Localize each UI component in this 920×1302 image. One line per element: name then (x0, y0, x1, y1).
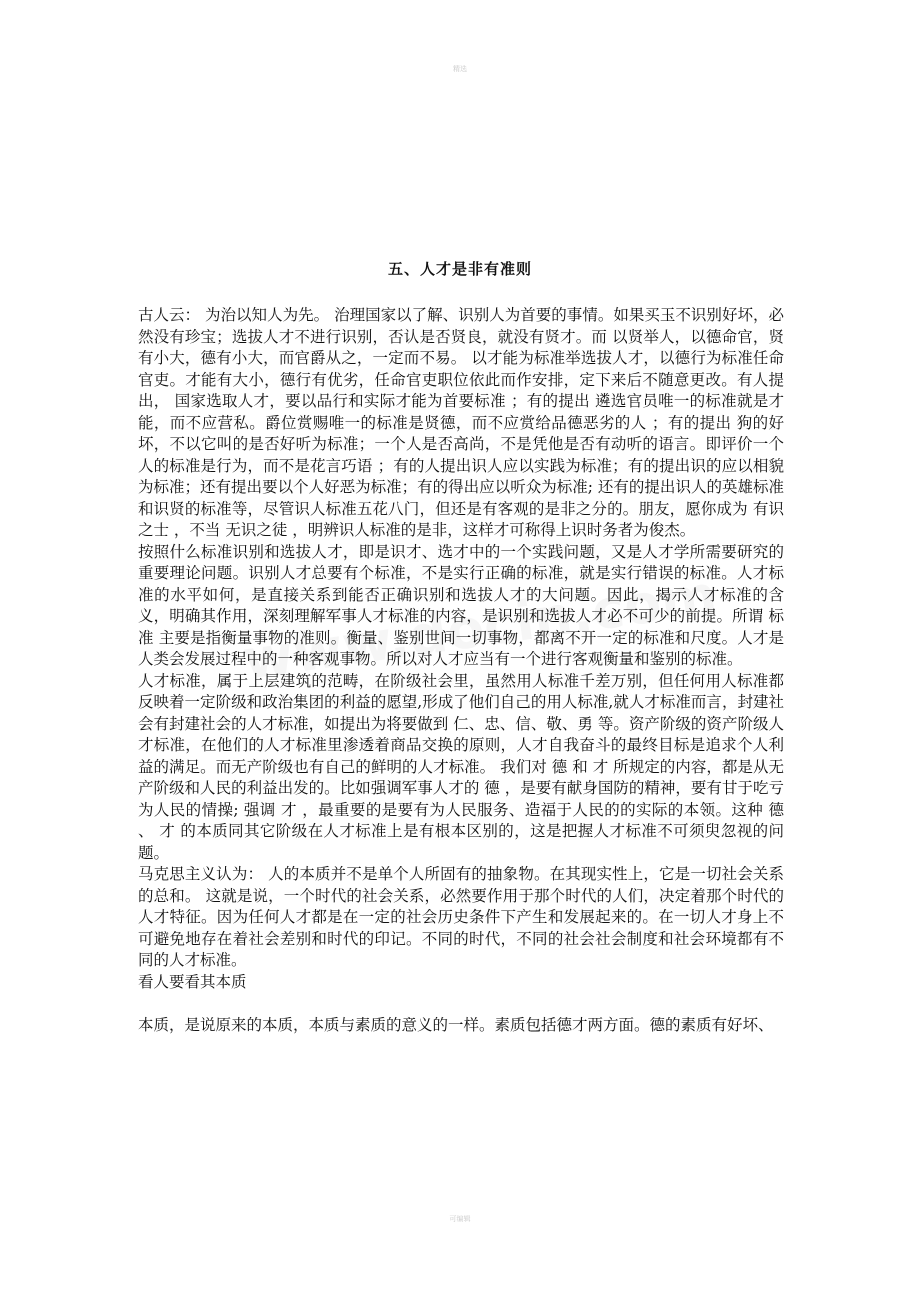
blank-line (138, 993, 784, 1015)
header-note: 精选 (453, 65, 467, 73)
document-body (138, 305, 784, 1036)
footer-note: 可编辑 (449, 1215, 471, 1223)
paragraph-1: 古人云： 为治以知人为先。 治理国家以了解、识别人为首要的事情。如果买玉不识别好坏，必然没有珍宝；选拔人才不进行识别，否认是否贤良，就没有贤才。而 以贤举人，以德命官，贤有小大，德有小大，而官爵从之，一定而不易。 以才能为标准举选拔人才，以德行为标准任命官吏。才能有大小，德行有优劣，任命官吏职位依此而作安排，定下来后不随意更改。有人提出， 国家选取人才，要以品行和实际才能为首要标准 ；有的提出 遴选官员唯一的标准就是才能，而不应营私。爵位赏赐唯一的标准是贤德，而不应赏给品德恶劣的人 ；有的提出 狗的好坏，不以它叫的是否好听为标准；一个人是否高尚，不是凭他是否有动听的语言。即评价一个人的标准是行为，而不是花言巧语 ；有的人提出识人应以实践为标准；有的提出识的应以相貌为标准；还有提出要以个人好恶为标准；有的得出应以听众为标准; 还有的提出识人的英雄标准和识贤的标准等，尽管识人标准五花八门，但还是有客观的是非之分的。朋友，愿你成为 有识之士 ，不当 无识之徒 ，明辨识人标准的是非，这样才可称得上识时务者为俊杰。 (138, 306, 784, 539)
section-heading: 看人要看其本质 (138, 972, 247, 991)
document-title: 五、人才是非有准则 (387, 260, 532, 278)
paragraph-3: 人才标准，属于上层建筑的范畴，在阶级社会里，虽然用人标准千差万别，但任何用人标准都反映着一定阶级和政治集团的利益的愿望,形成了他们自己的用人标准,就人才标准而言，封建社会有封建社会的人才标准，如提出为将要做到 仁、忠、信、敬、勇 等。资产阶级的资产阶级人才标准，在他们的人才标准里渗透着商品交换的原则，人才自我奋斗的最终目标是追求个人利益的满足。而无产阶级也有自己的鲜明的人才标准。 我们对 德 和 才 所规定的内容，都是从无产阶级和人民的利益出发的。比如强调军事人才的 德 ，是要有献身国防的精神，要有甘于吃亏为人民的情操; 强调 才 ，最重要的是要有为人民服务、造福于人民的的实际的本领。这种 德 、 才 的本质同其它阶级在人才标准上是有根本区别的，这是把握人才标准不可须臾忽视的问题。 (138, 671, 784, 862)
paragraph-2: 按照什么标准识别和选拔人才，即是识才、选才中的一个实践问题，又是人才学所需要研究的重要理论问题。识别人才总要有个标准，不是实行正确的标准，就是实行错误的标准。人才标准的水平如何，是直接关系到能否正确识别和选拔人才的大问题。因此，揭示人才标准的含义，明确其作用，深刻理解军事人才标准的内容，是识别和选拔人才必不可少的前提。所谓 标准 主要是指衡量事物的准则。衡量、鉴别世间一切事物，都离不开一定的标准和尺度。人才是人类会发展过程中的一种客观事物。所以对人才应当有一个进行客观衡量和鉴别的标准。 (138, 542, 784, 668)
paragraph-5: 本质，是说原来的本质，本质与素质的意义的一样。素质包括德才两方面。德的素质有好坏、 (138, 1015, 774, 1034)
paragraph-4: 马克思主义认为： 人的本质并不是单个人所固有的抽象物。在其现实性上，它是一切社会关系的总和。 这就是说，一个时代的社会关系，必然要作用于那个时代的人们，决定着那个时代的人才特征。因为任何人才都是在一定的社会历史条件下产生和发展起来的。在一切人才身上不可避免地存在着社会差别和时代的印记。不同的时代，不同的社会社会制度和社会环境都有不同的人才标准。 (138, 865, 784, 969)
